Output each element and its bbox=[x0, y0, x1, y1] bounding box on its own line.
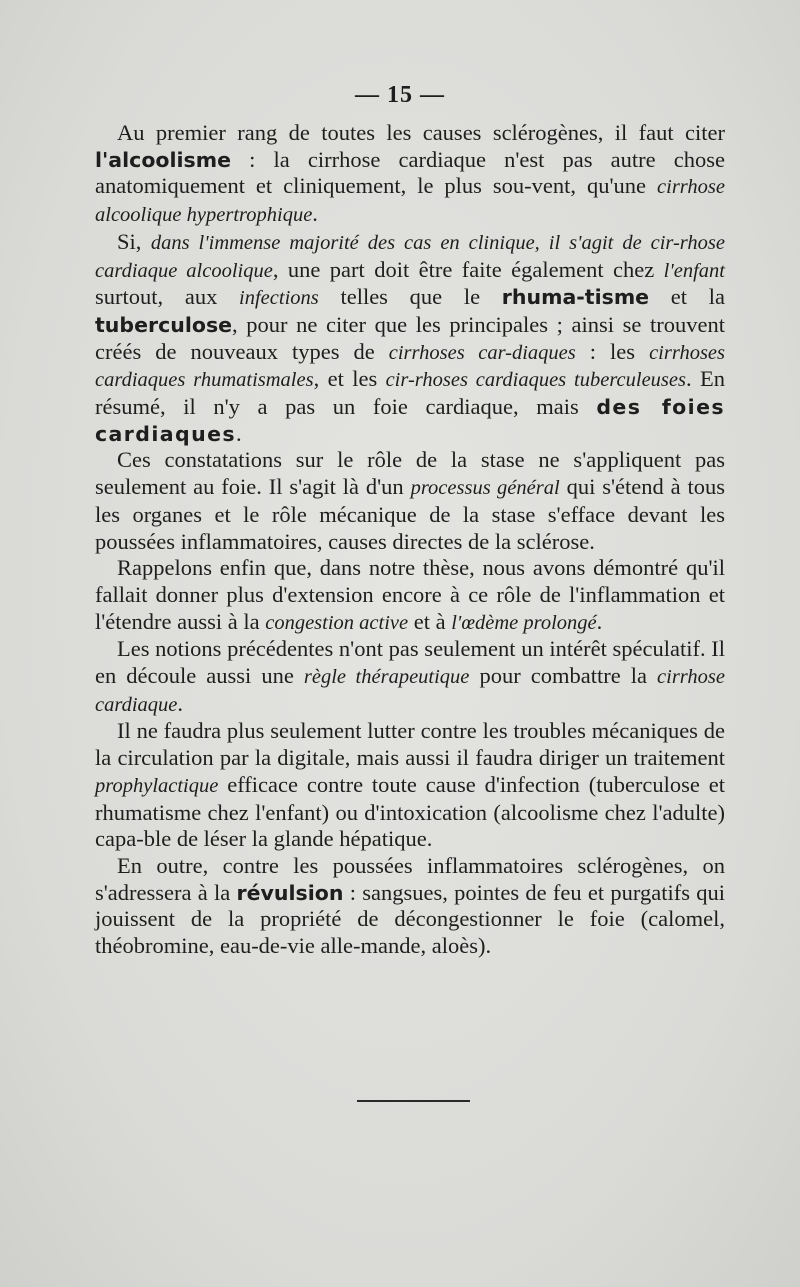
italic-run: règle thérapeutique bbox=[303, 666, 470, 689]
italic-run: cirrhoses cardiaques rhumatismales bbox=[95, 341, 726, 392]
bold-run: tuberculose bbox=[95, 312, 233, 337]
italic-run: processus général bbox=[410, 477, 560, 500]
text-run: Au premier rang de toutes les causes sclérogènes, il faut citer bbox=[117, 120, 725, 145]
italic-run: cirrhoses car-diaques bbox=[388, 341, 576, 364]
paragraph bbox=[95, 853, 725, 960]
italic-run: infections bbox=[239, 287, 319, 310]
bold-run: révulsion bbox=[236, 880, 344, 905]
text-run: : les bbox=[575, 338, 650, 364]
text-run: et à bbox=[408, 608, 452, 634]
text-run: En outre, contre les poussées inflammatoires sclérogènes, on s'adressera à la bbox=[95, 852, 725, 905]
text-run: qui s'étend à tous les organes et le rôle mécanique de la stase s'efface devant les poussées inflammatoires, causes directes de la sclérose. bbox=[95, 474, 725, 554]
text-run: . bbox=[596, 608, 603, 634]
italic-run: dans l'immense majorité des cas en clinique, il s'agit de cir-rhose cardiaque alcoolique bbox=[95, 231, 725, 282]
text-run: , une part doit être faite également chez bbox=[272, 256, 664, 282]
text-run: efficace contre toute cause d'infection (tuberculose et rhumatisme chez l'enfant) ou d'intoxication (alcoolisme chez l'adulte) capa-ble de léser la glande hépatique. bbox=[95, 771, 725, 852]
text-run: Ces constatations sur le rôle de la stase ne s'appliquent pas seulement au foie. Il s'agit là d'un bbox=[95, 447, 725, 500]
italic-run: l'œdème prolongé bbox=[451, 611, 597, 634]
text-run: surtout, aux bbox=[95, 284, 240, 310]
italic-run: l'enfant bbox=[663, 259, 725, 282]
text-run: Les notions précédentes n'ont pas seulement un intérêt spéculatif. Il en découle aussi une bbox=[95, 636, 725, 689]
text-run: pour combattre la bbox=[469, 663, 658, 689]
page-number: — 15 — bbox=[355, 82, 445, 108]
italic-run: cirrhose alcoolique hypertrophique bbox=[95, 176, 725, 227]
bold-run: rhuma-tisme bbox=[501, 285, 650, 310]
bold-run: l'alcoolisme bbox=[95, 147, 232, 172]
text-run: telles que le bbox=[318, 284, 502, 310]
paragraph bbox=[95, 229, 725, 448]
bold-run: des foies cardiaques bbox=[95, 395, 725, 446]
text-run: Rappelons enfin que, dans notre thèse, nous avons démontré qu'il fallait donner plus d'extension encore à ce rôle de l'inflammation et l'étendre aussi à la bbox=[95, 555, 725, 634]
text-run: , pour ne citer que les principales ; ainsi se trouvent créés de nouveaux types de bbox=[95, 311, 725, 364]
text-run: , et les bbox=[313, 366, 386, 392]
italic-run: cir-rhoses cardiaques tuberculeuses bbox=[385, 369, 686, 392]
text-run: : sangsues, pointes de feu et purgatifs qui jouissent de la propriété de décongestionner le foie (calomel, théobromine, eau-de-vie alle-mande, aloès). bbox=[95, 879, 725, 959]
text-run: et la bbox=[649, 284, 725, 310]
paragraph bbox=[95, 718, 725, 853]
text-run: . bbox=[177, 690, 183, 716]
end-rule bbox=[357, 1100, 470, 1102]
paragraph bbox=[95, 120, 725, 229]
text-run: . bbox=[236, 420, 242, 446]
text-run: . bbox=[312, 201, 318, 227]
paragraph bbox=[95, 447, 725, 555]
italic-run: congestion active bbox=[265, 611, 409, 634]
paragraph bbox=[95, 555, 725, 636]
italic-run: prophylactique bbox=[95, 774, 219, 797]
text-run: Il ne faudra plus seulement lutter contre les troubles mécaniques de la circulation par la digitale, mais aussi il faudra diriger un traitement bbox=[95, 718, 725, 771]
paragraph bbox=[95, 636, 725, 718]
italic-run: cirrhose cardiaque bbox=[95, 666, 725, 716]
text-run: . En résumé, il n'y a pas un foie cardiaque, mais bbox=[95, 366, 725, 420]
body-text bbox=[95, 120, 725, 960]
text-run: : la cirrhose cardiaque n'est pas autre chose anatomiquement et cliniquement, le plus sou-vent, qu'une bbox=[95, 146, 725, 199]
text-run: Si, bbox=[117, 228, 151, 254]
